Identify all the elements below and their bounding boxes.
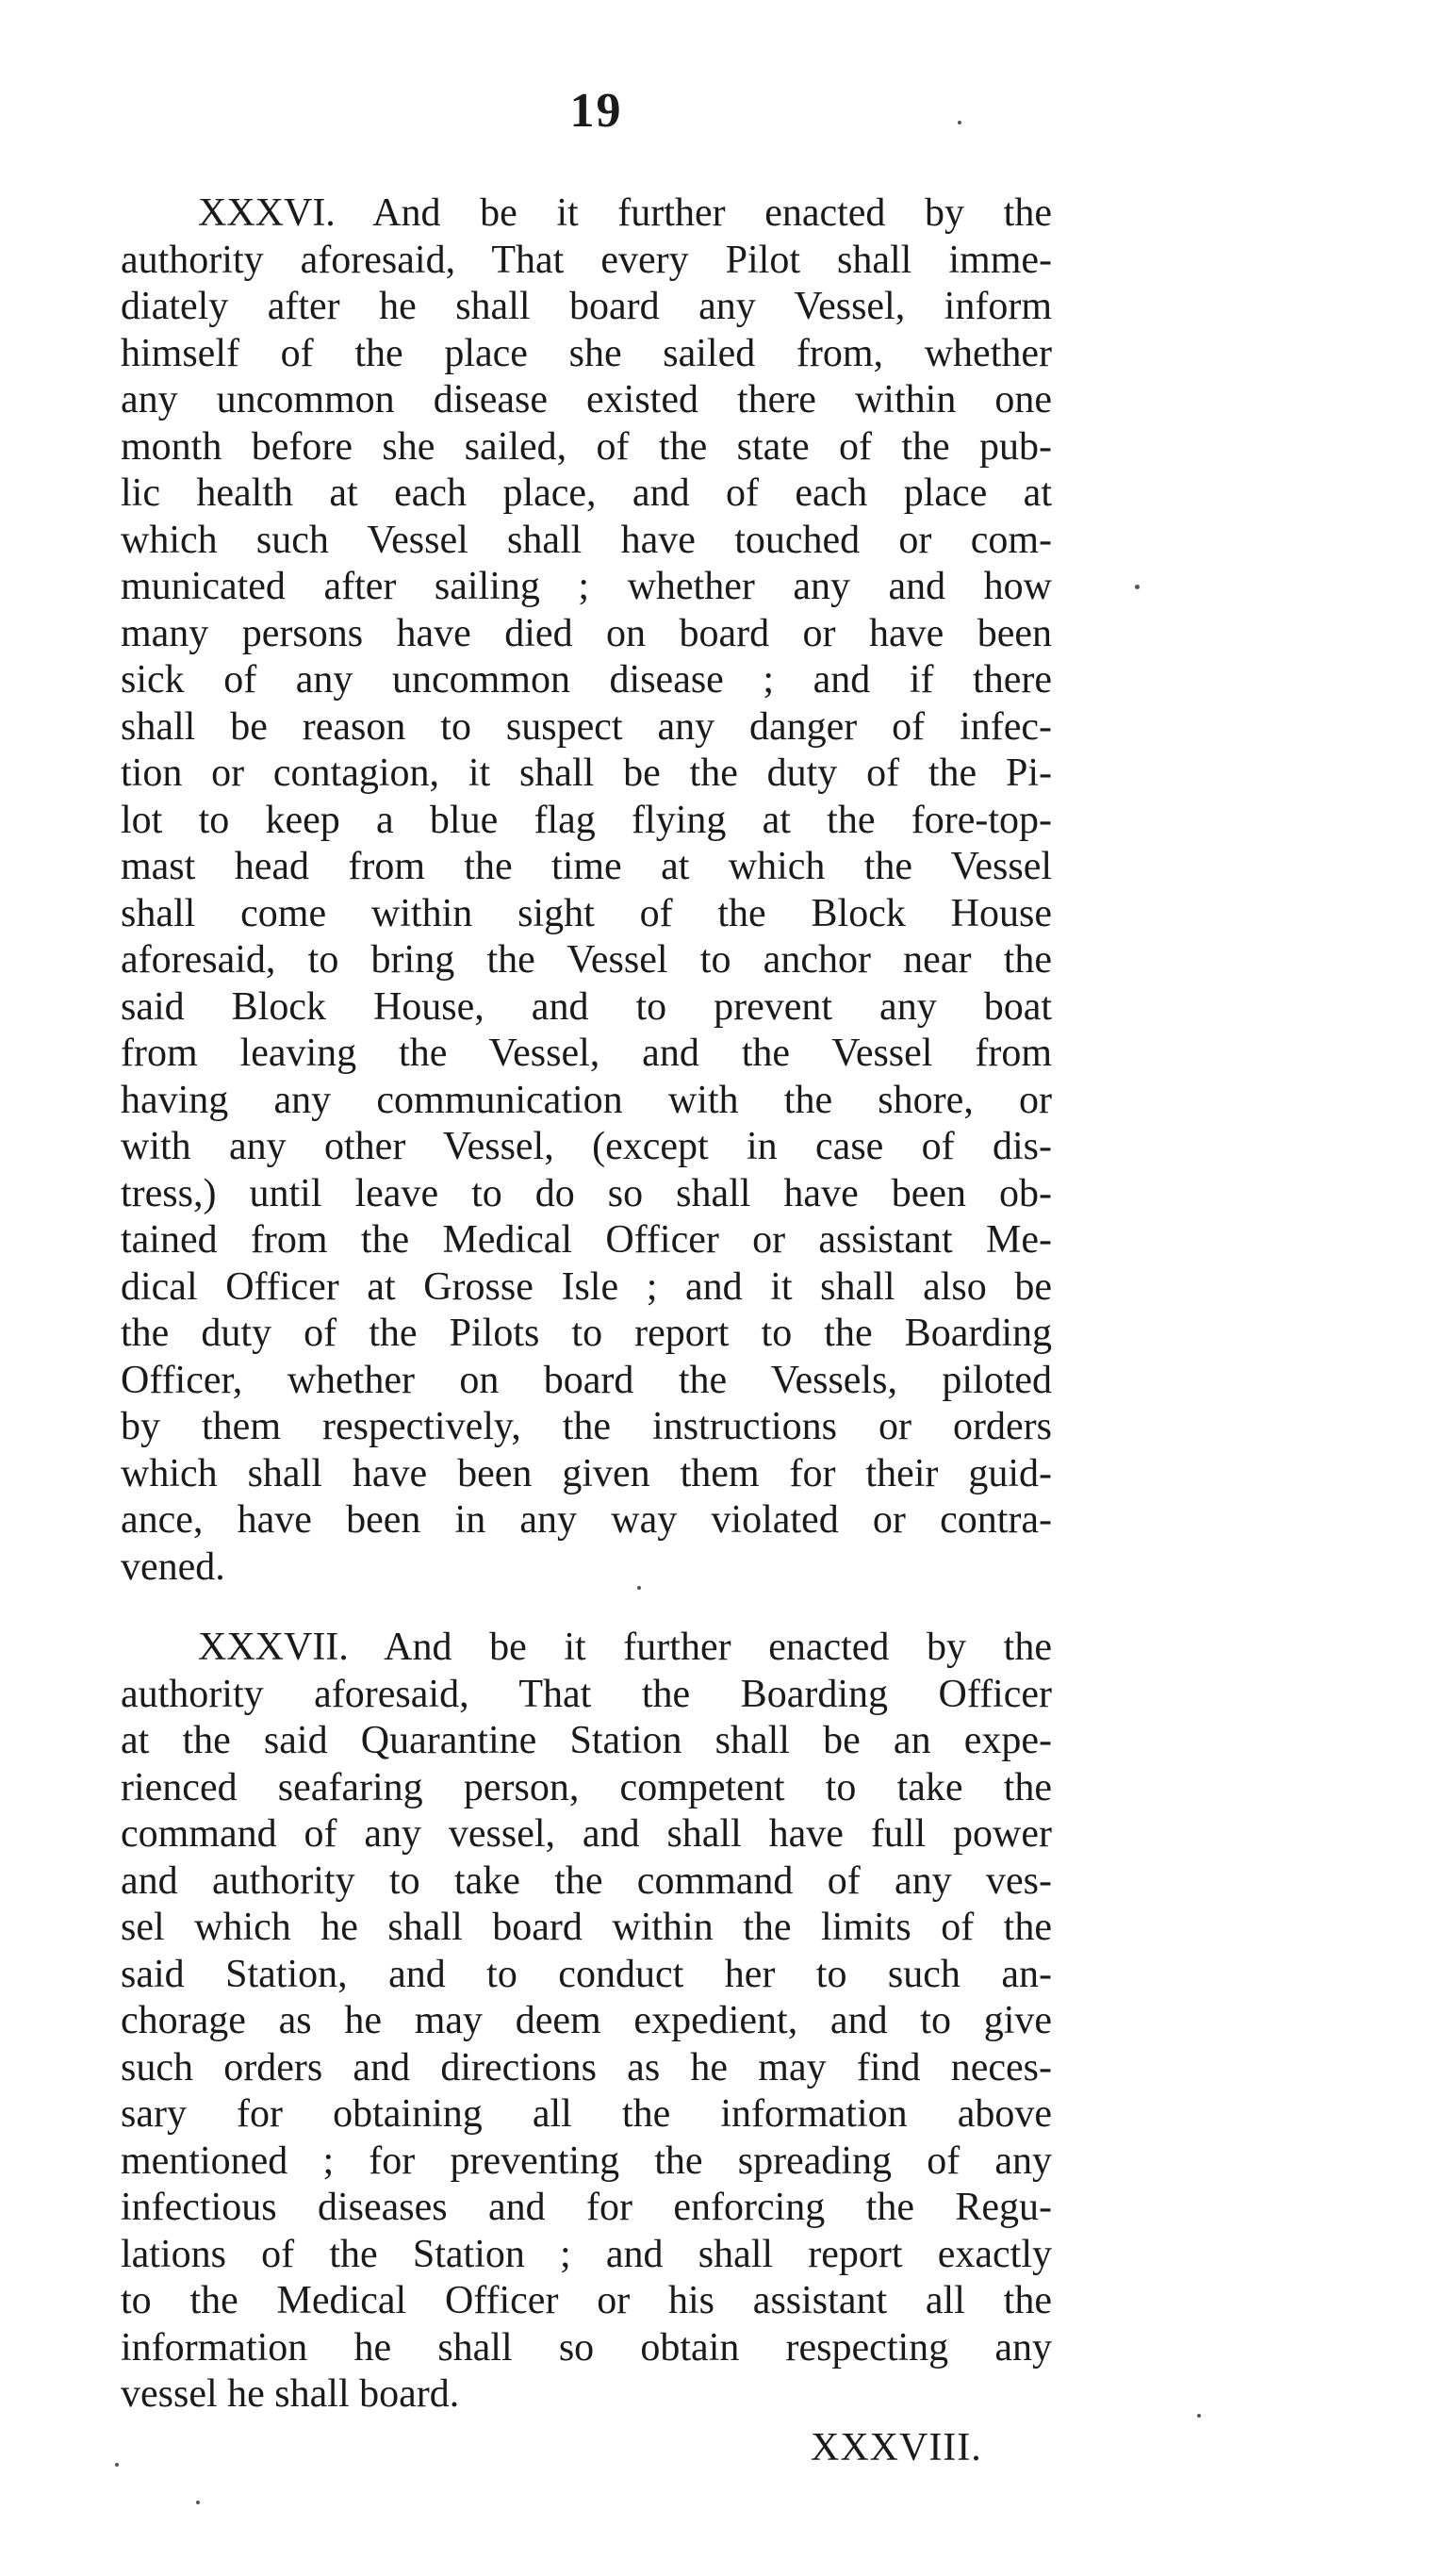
text-line: said Station, and to conduct her to such an- <box>121 1952 1052 1996</box>
text-line: sick of any uncommon disease ; and if there <box>121 658 1052 702</box>
text-line: rienced seafaring person, competent to take the <box>121 1765 1052 1809</box>
text-line: chorage as he may deem expedient, and to give <box>121 1999 1052 2042</box>
text-line: to the Medical Officer or his assistant all the <box>121 2279 1052 2322</box>
scan-speck <box>1135 585 1140 589</box>
text-line: aforesaid, to bring the Vessel to anchor near the <box>121 938 1052 982</box>
text-line: himself of the place she sailed from, whether <box>121 331 1052 375</box>
section-xxxvii <box>121 1625 1052 2419</box>
text-line: mentioned ; for preventing the spreading of any <box>121 2138 1052 2183</box>
text-line: and authority to take the command of any ves- <box>121 1858 1052 1903</box>
text-line: Officer, whether on board the Vessels, piloted <box>121 1358 1052 1402</box>
text-line: any uncommon disease existed there within one <box>121 378 1052 421</box>
text-line: dical Officer at Grosse Isle ; and it shall also be <box>121 1264 1052 1309</box>
text-line: which shall have been given them for their guid- <box>121 1451 1052 1495</box>
text-line: mast head from the time at which the Vessel <box>121 845 1052 888</box>
text-line: by them respectively, the instructions or orders <box>121 1405 1052 1448</box>
text-line: information he shall so obtain respecting any <box>121 2325 1052 2370</box>
text-line: lic health at each place, and of each place at <box>121 471 1052 515</box>
text-line: many persons have died on board or have been <box>121 611 1052 655</box>
scan-speck <box>196 2501 200 2504</box>
text-line: tained from the Medical Officer or assistant Me- <box>121 1218 1052 1262</box>
text-line: authority aforesaid, That the Boarding Officer <box>121 1672 1052 1716</box>
page-number: 19 <box>569 84 623 138</box>
text-line: tress,) until leave to do so shall have been ob- <box>121 1171 1052 1215</box>
scan-speck <box>115 2463 119 2467</box>
text-line: said Block House, and to prevent any boat <box>121 984 1052 1029</box>
text-line: with any other Vessel, (except in case of dis- <box>121 1125 1052 1168</box>
text-line: XXXVI. And be it further enacted by the <box>198 191 1052 235</box>
text-line: vened. <box>121 1544 225 1589</box>
text-line: command of any vessel, and shall have full power <box>121 1812 1052 1856</box>
scan-speck <box>1197 2414 1201 2418</box>
text-line: such orders and directions as he may find neces- <box>121 2045 1052 2089</box>
text-line: ance, have been in any way violated or contra- <box>121 1498 1052 1542</box>
text-line: lot to keep a blue flag flying at the fore-top- <box>121 798 1052 842</box>
catchword: XXXVIII. <box>811 2426 982 2469</box>
text-line: month before she sailed, of the state of the pub- <box>121 424 1052 469</box>
text-line: XXXVII. And be it further enacted by the <box>198 1626 1052 1669</box>
text-line: the duty of the Pilots to report to the Boarding <box>121 1312 1052 1355</box>
text-line: sel which he shall board within the limits of the <box>121 1906 1052 1949</box>
text-line: authority aforesaid, That every Pilot shall imme- <box>121 238 1052 282</box>
text-line: tion or contagion, it shall be the duty of the Pi- <box>121 751 1052 795</box>
text-line: which such Vessel shall have touched or com- <box>121 518 1052 562</box>
scan-speck <box>637 1586 641 1590</box>
text-line: vessel he shall board. <box>121 2372 460 2416</box>
text-line: infectious diseases and for enforcing the Regu- <box>121 2186 1052 2229</box>
text-line: shall be reason to suspect any danger of infec- <box>121 704 1052 749</box>
text-line: from leaving the Vessel, and the Vessel from <box>121 1032 1052 1075</box>
text-line: diately after he shall board any Vessel, inform <box>121 285 1052 328</box>
text-line: having any communication with the shore, or <box>121 1078 1052 1122</box>
scan-speck <box>958 121 961 124</box>
text-line: at the said Quarantine Station shall be an expe- <box>121 1719 1052 1762</box>
text-line: sary for obtaining all the information above <box>121 2092 1052 2136</box>
section-xxxvi <box>121 190 1052 1591</box>
text-line: lations of the Station ; and shall report exactly <box>121 2232 1052 2276</box>
text-line: shall come within sight of the Block House <box>121 891 1052 935</box>
text-line: municated after sailing ; whether any and how <box>121 565 1052 608</box>
